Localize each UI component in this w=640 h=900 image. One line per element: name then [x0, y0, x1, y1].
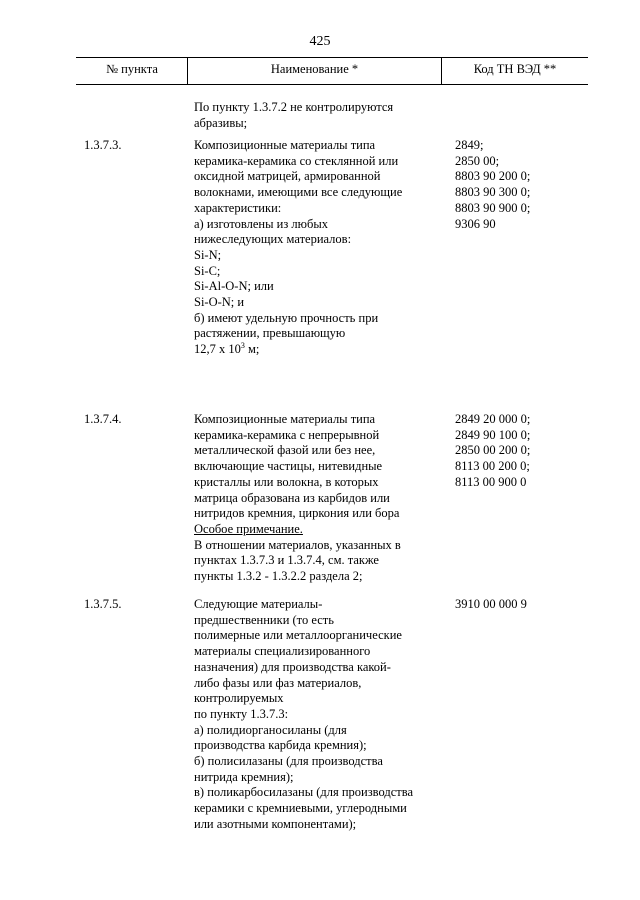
item-description [194, 412, 401, 585]
text-line: пунктах 1.3.7.3 и 1.3.7.4, см. также [194, 553, 379, 568]
code-line: 9306 90 [455, 216, 496, 231]
item-number: 1.3.7.3. [84, 138, 122, 152]
strength-exponent: 3 [240, 340, 245, 350]
code-line: 2849 90 100 0; [455, 427, 531, 442]
text-line: керамика-керамика со стеклянной или [194, 153, 399, 168]
header-item-number: № пункта [106, 62, 158, 76]
text-line-strength [194, 342, 402, 358]
code-line: 8803 90 300 0; [455, 185, 531, 200]
code-line: 3910 00 000 9 [455, 597, 527, 611]
text-line: По пункту 1.3.7.2 не контролируются [194, 100, 394, 114]
item-description [194, 597, 413, 833]
text-line: Следующие материалы- [194, 597, 323, 611]
item-number: 1.3.7.4. [84, 412, 122, 426]
text-line: нижеследующих материалов: [194, 232, 352, 247]
code-line: 8113 00 900 0 [455, 474, 527, 489]
text-line: б) имеют удельную прочность при [194, 310, 379, 325]
text-line: б) полисилазаны (для производства [194, 754, 383, 769]
text-line: В отношении материалов, указанных в [194, 537, 401, 552]
text-line: предшественники (то есть [194, 612, 334, 627]
text-line: по пункту 1.3.7.3: [194, 706, 289, 721]
item-description [194, 138, 402, 358]
text-line: включающие частицы, нитевидные [194, 459, 383, 474]
item-codes [455, 412, 530, 491]
text-line: производства карбида кремния); [194, 738, 367, 753]
text-line: Si-C; [194, 263, 221, 278]
text-line: полимерные или металлоорганические [194, 628, 402, 643]
text-line: материалы специализированного [194, 644, 371, 659]
intro-text [194, 100, 393, 131]
text-line: в) поликарбосилазаны (для производства [194, 785, 414, 800]
text-line: керамика-керамика с непрерывной [194, 427, 380, 442]
strength-unit: м; [244, 342, 260, 357]
text-line: или азотными компонентами); [194, 816, 357, 831]
text-line: Si-O-N; и [194, 295, 245, 310]
text-line: матрица образована из карбидов или [194, 490, 390, 505]
code-line: 8803 90 900 0; [455, 200, 531, 215]
text-line: Композиционные материалы типа [194, 412, 376, 426]
code-line: 8803 90 200 0; [455, 169, 531, 184]
header-code: Код ТН ВЭД ** [473, 62, 557, 76]
table-header-top-rule [76, 57, 588, 58]
text-line: а) изготовлены из любых [194, 216, 328, 231]
text-line: керамики с кремниевыми, углеродными [194, 801, 407, 816]
code-line: 8113 00 200 0; [455, 459, 530, 474]
text-line: оксидной матрицей, армированной [194, 169, 381, 184]
text-line: кристаллы или волокна, в которых [194, 474, 379, 489]
item-codes [455, 597, 527, 613]
text-line: либо фазы или фаз материалов, [194, 675, 362, 690]
strength-value: 12,7 x 10 [194, 342, 241, 357]
text-line: абразивы; [194, 115, 248, 130]
text-line: контролируемых [194, 691, 284, 706]
text-line: Композиционные материалы типа [194, 138, 376, 152]
table-header-bottom-rule [76, 84, 588, 85]
item-codes [455, 138, 530, 232]
code-line: 2849; [455, 138, 484, 152]
text-line: назначения) для производства какой- [194, 659, 391, 674]
text-line: Si-Al-O-N; или [194, 279, 274, 294]
text-line: нитридов кремния, циркония или бора [194, 506, 400, 521]
code-line: 2850 00; [455, 153, 500, 168]
special-note-heading: Особое примечание. [194, 521, 303, 536]
text-line: растяжении, превышающую [194, 326, 346, 341]
text-line: Si-N; [194, 247, 222, 262]
text-line: металлической фазой или без нее, [194, 443, 376, 458]
text-line: характеристики: [194, 200, 282, 215]
text-line: волокнами, имеющими все следующие [194, 185, 403, 200]
text-line: пункты 1.3.2 - 1.3.2.2 раздела 2; [194, 569, 363, 584]
text-line: а) полидиорганосиланы (для [194, 722, 347, 737]
page-number: 425 [309, 34, 331, 49]
code-line: 2850 00 200 0; [455, 443, 531, 458]
code-line: 2849 20 000 0; [455, 412, 531, 426]
text-line: нитрида кремния); [194, 769, 294, 784]
header-name: Наименование * [270, 62, 359, 76]
item-number: 1.3.7.5. [84, 597, 122, 611]
